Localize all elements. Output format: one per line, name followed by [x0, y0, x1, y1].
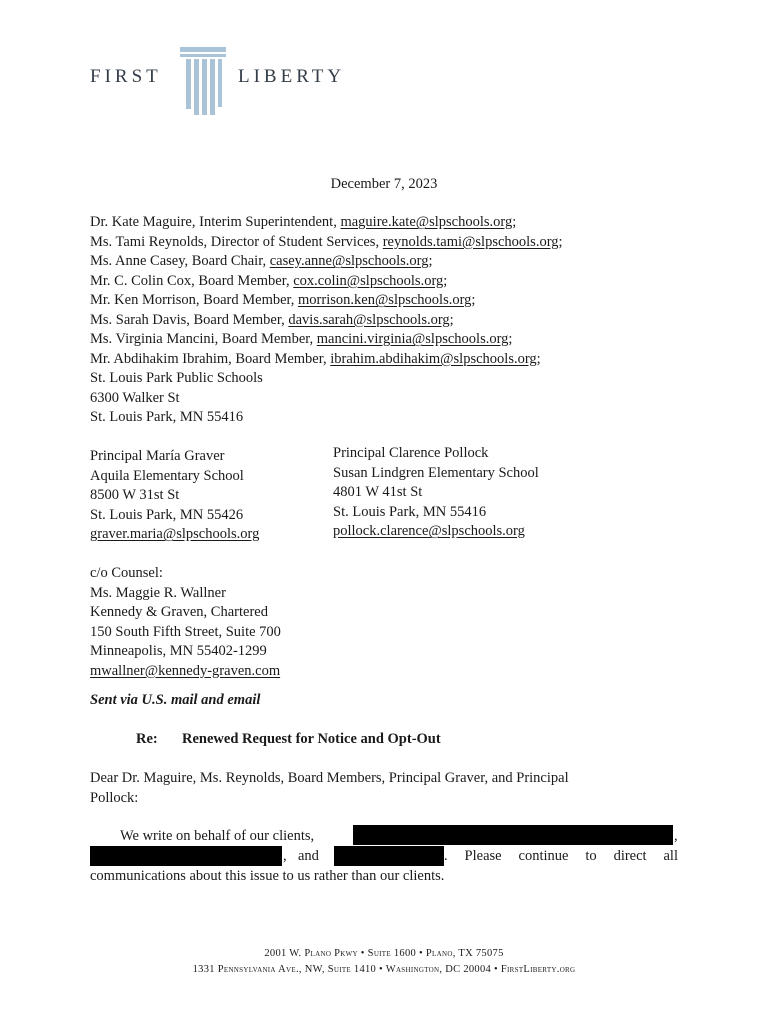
body-and: and [298, 848, 319, 864]
body-comma-2: , [283, 848, 287, 864]
salutation-line-1: Dear Dr. Maguire, Ms. Reynolds, Board Members, Principal Graver, and Principal [90, 770, 569, 786]
district-street: 6300 Walker St [90, 389, 180, 406]
recipient-line: Ms. Tami Reynolds, Director of Student Services, reynolds.tami@slpschools.org; [90, 233, 563, 250]
recipient-email-link[interactable]: ibrahim.abdihakim@slpschools.org [330, 350, 537, 367]
recipient-email-link[interactable]: maguire.kate@slpschools.org [340, 214, 513, 230]
principal-left-email-link[interactable]: graver.maria@slpschools.org [90, 526, 260, 542]
redaction-bar [353, 825, 673, 845]
principal-right-street: 4801 W 41st St [333, 484, 423, 500]
recipient-email-link[interactable]: reynolds.tami@slpschools.org [382, 233, 559, 250]
body-comma: , [674, 828, 678, 844]
redaction-bar [90, 846, 282, 866]
re-subject: Renewed Request for Notice and Opt-Out [182, 731, 441, 747]
counsel-city: Minneapolis, MN 55402-1299 [90, 643, 267, 659]
principal-right-name: Principal Clarence Pollock [333, 445, 489, 461]
principal-left-name: Principal María Graver [90, 448, 225, 464]
recipient-line: Ms. Anne Casey, Board Chair, casey.anne@slpschools.org; [90, 253, 433, 269]
footer-address-plano: 2001 W. Plano Pkwy • Suite 1600 • Plano, TX 75075 [264, 948, 504, 959]
counsel-email-link[interactable]: mwallner@kennedy-graven.com [90, 662, 281, 679]
recipient-email-link[interactable]: casey.anne@slpschools.org [269, 253, 429, 269]
principal-right-email-link[interactable]: pollock.clarence@slpschools.org [333, 523, 525, 539]
recipient-email-link[interactable]: morrison.ken@slpschools.org [298, 292, 472, 308]
counsel-street: 150 South Fifth Street, Suite 700 [90, 623, 281, 640]
recipient-line: Ms. Virginia Mancini, Board Member, mancini.virginia@slpschools.org; [90, 331, 513, 347]
letter-date: December 7, 2023 [330, 176, 438, 192]
sent-via-note: Sent via U.S. mail and email [90, 692, 261, 708]
redaction-bar [334, 846, 444, 866]
counsel-label: c/o Counsel: [90, 565, 163, 581]
body-text-end: communications about this issue to us rather than our clients. [90, 867, 445, 884]
recipient-email-link[interactable]: cox.colin@slpschools.org [293, 272, 444, 289]
recipient-line: Mr. Abdihakim Ibrahim, Board Member, ibrahim.abdihakim@slpschools.org; [90, 350, 541, 367]
salutation-line-2: Pollock: [90, 789, 139, 806]
body-text-rest: . Please continue to direct all [444, 848, 678, 864]
re-label: Re: [136, 731, 158, 747]
district-city: St. Louis Park, MN 55416 [90, 409, 244, 425]
logo-text-liberty: LIBERTY [238, 66, 346, 87]
counsel-firm: Kennedy & Graven, Chartered [90, 604, 268, 620]
principal-left-street: 8500 W 31st St [90, 487, 180, 503]
recipient-line: Ms. Sarah Davis, Board Member, davis.sarah@slpschools.org; [90, 311, 454, 328]
principal-right-school: Susan Lindgren Elementary School [333, 464, 539, 481]
principal-right-city: St. Louis Park, MN 55416 [333, 503, 487, 520]
recipient-line: Dr. Kate Maguire, Interim Superintendent, maguire.kate@slpschools.org; [90, 214, 517, 230]
recipient-line: Mr. Ken Morrison, Board Member, morrison.ken@slpschools.org; [90, 292, 476, 308]
recipient-email-link[interactable]: davis.sarah@slpschools.org [288, 311, 450, 328]
recipient-line: Mr. C. Colin Cox, Board Member, cox.colin@slpschools.org; [90, 272, 448, 289]
body-text-start: We write on behalf of our clients, [120, 828, 315, 844]
logo-pillar-icon [177, 45, 229, 117]
logo-text-first: FIRST [90, 66, 162, 87]
principal-left-city: St. Louis Park, MN 55426 [90, 506, 244, 523]
counsel-name: Ms. Maggie R. Wallner [90, 584, 226, 601]
recipient-email-link[interactable]: mancini.virginia@slpschools.org [316, 331, 509, 347]
footer-address-dc: 1331 Pennsylvania Ave., NW, Suite 1410 • Washington, DC 20004 • FirstLiberty.org [192, 964, 576, 975]
district-name: St. Louis Park Public Schools [90, 370, 263, 386]
principal-left-school: Aquila Elementary School [90, 467, 244, 484]
